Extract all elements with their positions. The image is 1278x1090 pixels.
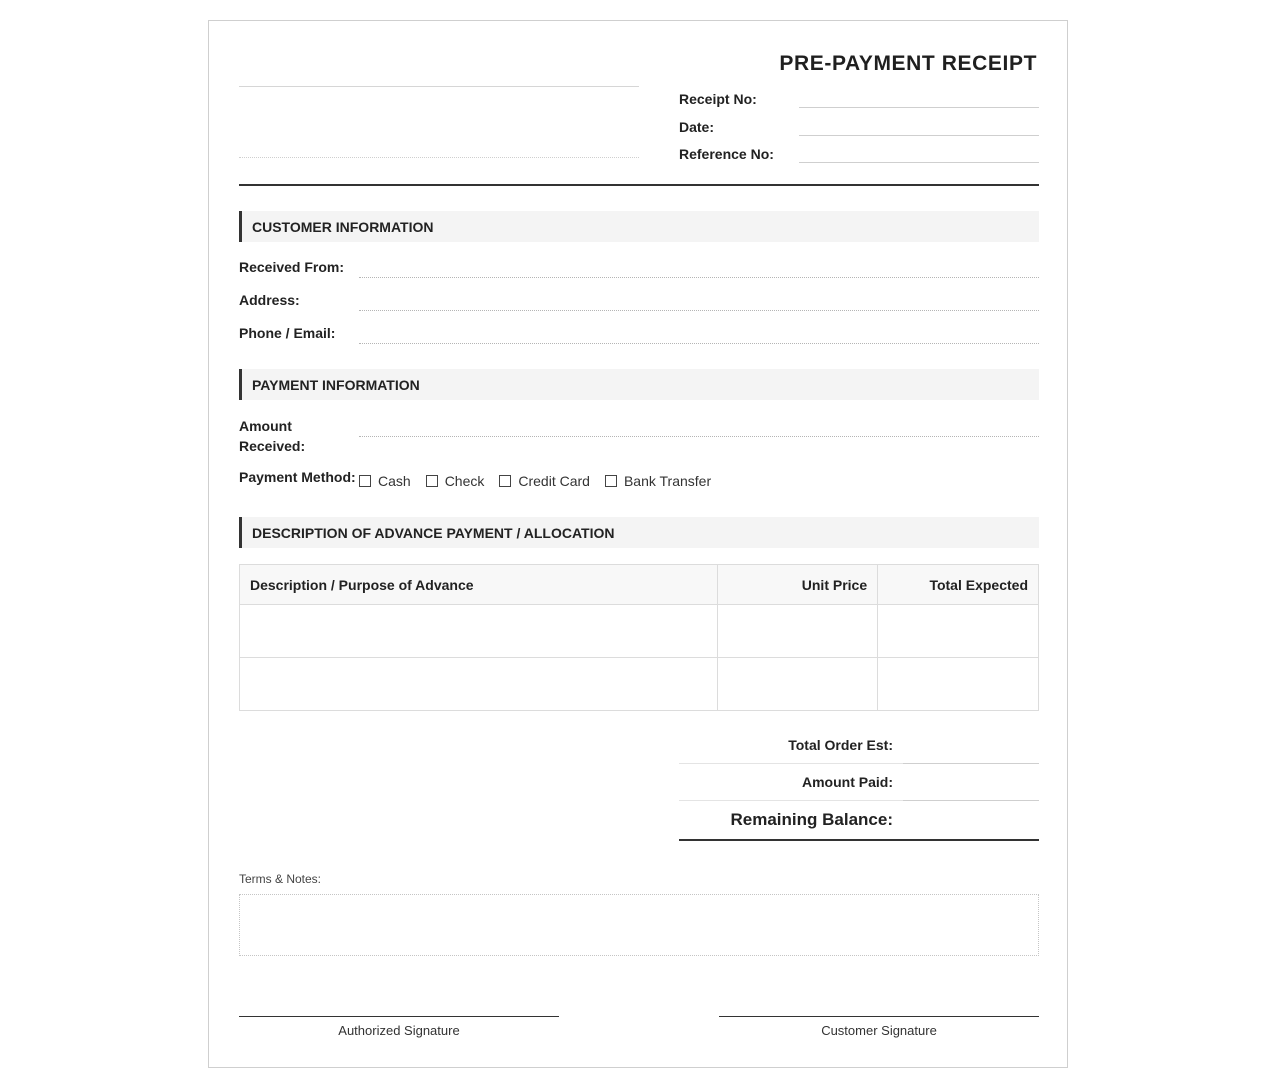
total-expected-cell[interactable]	[878, 605, 1039, 658]
unit-price-cell[interactable]	[718, 658, 878, 711]
column-header-description: Description / Purpose of Advance	[240, 565, 718, 605]
authorized-signature-line[interactable]	[239, 1016, 559, 1017]
terms-notes-label: Terms & Notes:	[239, 872, 322, 886]
received-from-label: Received From:	[239, 259, 345, 275]
page-title: PRE-PAYMENT RECEIPT	[779, 52, 1037, 75]
credit-card-checkbox[interactable]	[499, 475, 511, 487]
receipt-no-field[interactable]	[799, 107, 1039, 108]
payment-info-section-header	[239, 369, 1039, 400]
customer-info-section-header	[239, 211, 1039, 242]
bank-transfer-checkbox[interactable]	[605, 475, 617, 487]
total-order-est-label: Total Order Est:	[788, 737, 893, 753]
advance-items-table	[239, 564, 1039, 711]
amount-paid-label: Amount Paid:	[802, 774, 893, 790]
description-section-title: DESCRIPTION OF ADVANCE PAYMENT / ALLOCATION	[252, 525, 615, 541]
remaining-balance-underline	[679, 839, 1039, 841]
remaining-balance-label: Remaining Balance:	[730, 810, 893, 829]
payment-info-section-title: PAYMENT INFORMATION	[252, 377, 420, 393]
received-from-field[interactable]	[359, 277, 1039, 278]
check-label: Check	[444, 473, 485, 489]
company-name-line[interactable]	[239, 86, 639, 87]
column-header-unit-price: Unit Price	[718, 565, 878, 605]
amount-paid-field[interactable]	[903, 800, 1039, 801]
bank-transfer-label: Bank Transfer	[623, 473, 712, 489]
receipt-no-label: Receipt No:	[679, 91, 757, 107]
credit-card-label: Credit Card	[518, 473, 590, 489]
description-cell[interactable]	[240, 605, 718, 658]
phone-email-label: Phone / Email:	[239, 325, 336, 341]
table-row	[240, 658, 1039, 711]
description-section-header	[239, 517, 1039, 548]
cash-checkbox[interactable]	[359, 475, 371, 487]
table-row	[240, 605, 1039, 658]
amount-received-label	[239, 416, 305, 456]
description-cell[interactable]	[240, 658, 718, 711]
header-divider	[239, 184, 1039, 186]
amount-received-label-line1: Amount	[239, 418, 292, 434]
payment-option-cash[interactable]	[359, 473, 411, 489]
receipt-page	[208, 20, 1068, 1068]
reference-no-field[interactable]	[799, 162, 1039, 163]
payment-option-check[interactable]	[426, 473, 485, 489]
authorized-signature-label: Authorized Signature	[338, 1023, 460, 1038]
payment-option-bank-transfer[interactable]	[605, 473, 711, 489]
total-expected-cell[interactable]	[878, 658, 1039, 711]
amount-received-field[interactable]	[359, 436, 1039, 437]
reference-no-label: Reference No:	[679, 146, 774, 162]
customer-info-section-title: CUSTOMER INFORMATION	[252, 219, 434, 235]
address-field[interactable]	[359, 310, 1039, 311]
unit-price-cell[interactable]	[718, 605, 878, 658]
date-label: Date:	[679, 119, 715, 135]
customer-signature-label: Customer Signature	[821, 1023, 937, 1038]
payment-option-credit-card[interactable]	[499, 473, 590, 489]
terms-notes-box[interactable]	[239, 894, 1039, 956]
customer-signature-line[interactable]	[719, 1016, 1039, 1017]
date-field[interactable]	[799, 135, 1039, 136]
cash-label: Cash	[378, 473, 411, 489]
company-address-line[interactable]	[239, 157, 639, 158]
payment-method-options	[359, 473, 726, 489]
phone-email-field[interactable]	[359, 343, 1039, 344]
total-order-est-field[interactable]	[903, 763, 1039, 764]
table-header-row	[240, 565, 1039, 605]
payment-method-label: Payment Method:	[239, 469, 356, 485]
amount-received-label-line2: Received:	[239, 438, 306, 454]
check-checkbox[interactable]	[426, 475, 438, 487]
address-label: Address:	[239, 292, 300, 308]
column-header-total-expected: Total Expected	[878, 565, 1039, 605]
